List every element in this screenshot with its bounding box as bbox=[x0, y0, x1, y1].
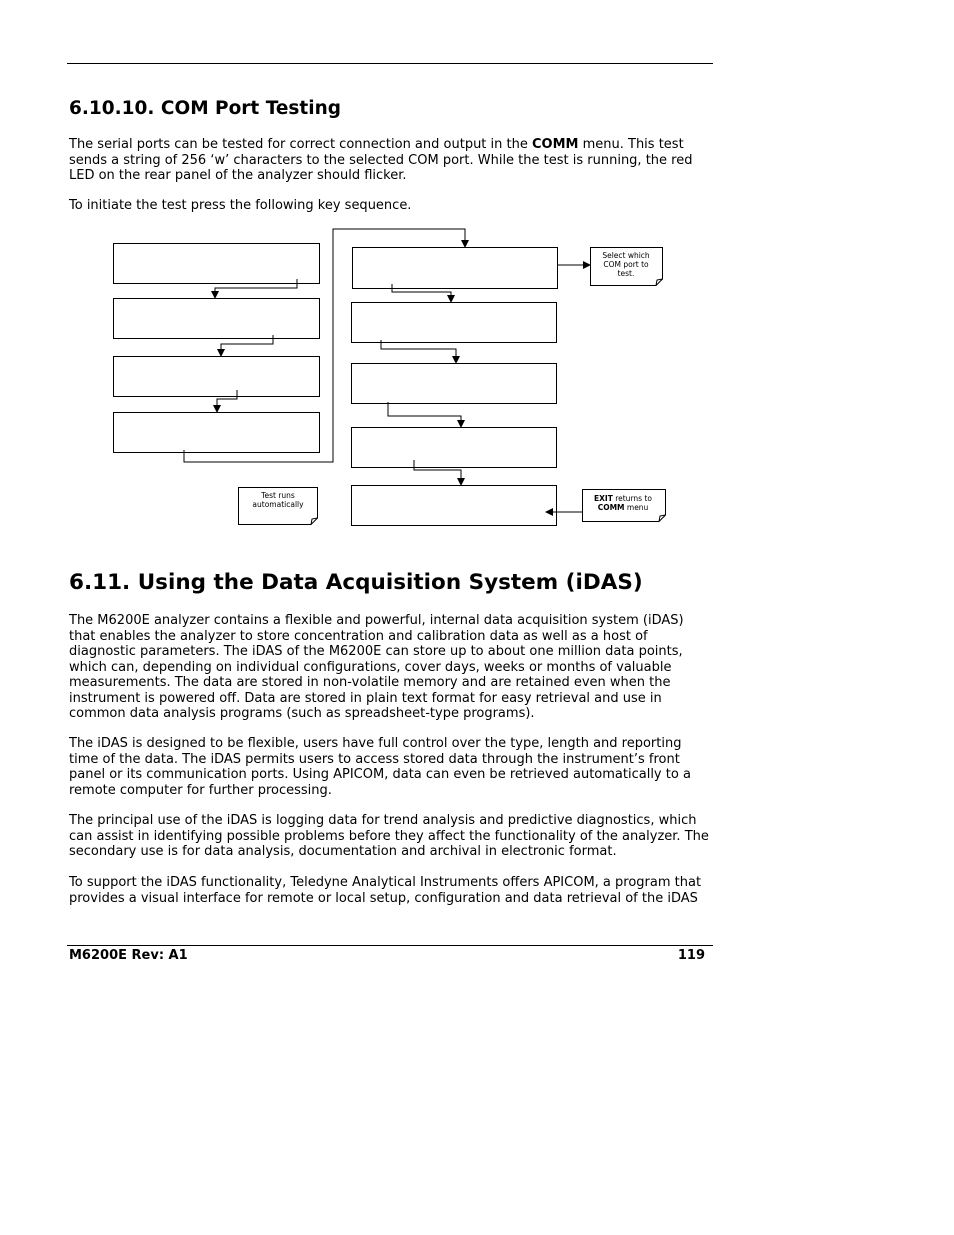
note-exit-line: EXIT returns to bbox=[594, 494, 652, 503]
screen-box bbox=[353, 248, 558, 289]
note-select-line: Select which bbox=[602, 251, 650, 260]
screen-box bbox=[352, 303, 557, 343]
connector-arrow bbox=[414, 460, 461, 485]
connector-arrow bbox=[388, 402, 461, 427]
screen-box bbox=[352, 364, 557, 404]
connector-arrow bbox=[381, 340, 456, 363]
footer-rule bbox=[67, 945, 713, 946]
note-exit-line: COMM menu bbox=[597, 503, 649, 512]
idas-paragraph-3: The principal use of the iDAS is logging data for trend analysis and predictive diagnostics, which can assist in identifying possible problems before they affect the functionality of the analyzer. The secondary use is for data analysis, documentation and archival in electronic format. bbox=[69, 813, 709, 859]
section-heading: 6.10.10. COM Port Testing bbox=[69, 98, 342, 119]
note-test-line: Test runs bbox=[261, 491, 295, 500]
idas-paragraph-4: To support the iDAS functionality, Teledyne Analytical Instruments offers APICOM, a program that provides a visual interface for remote or local setup, configuration and data retrieval of the iDAS bbox=[69, 875, 702, 906]
idas-paragraph-1: The M6200E analyzer contains a flexible and powerful, internal data acquisition system (iDAS) that enables the analyzer to store concentration and calibration data as well as a host of diagnostic parameters. The iDAS of the M6200E can store up to about one million data points, which can, depending on individual configurations, cover days, weeks or months of valuable measurements. The data are stored in non-volatile memory and are retained even when the instrument is powered off. Data are stored in plain text format for easy retrieval and use in common data analysis programs (such as spreadsheet-type programs). bbox=[69, 613, 684, 721]
page-number: 119 bbox=[677, 948, 705, 963]
connector-arrow bbox=[392, 284, 451, 302]
screen-box bbox=[114, 357, 320, 397]
footer-model-rev: M6200E Rev: A1 bbox=[69, 948, 188, 963]
key-sequence-diagram bbox=[0, 0, 954, 560]
screen-box bbox=[114, 299, 320, 339]
note-test-line: automatically bbox=[252, 500, 304, 509]
comm-keyword: COMM bbox=[532, 137, 579, 152]
idas-paragraph-2: The iDAS is designed to be flexible, users have full control over the type, length and reporting time of the data. The iDAS permits users to access stored data through the instrument’s front panel or its communication ports. Using APICOM, data can even be retrieved automatically to a remote computer for further processing. bbox=[69, 736, 691, 798]
connector-arrow bbox=[217, 390, 237, 412]
note-select-line: COM port to bbox=[603, 260, 649, 269]
screen-box bbox=[352, 486, 557, 526]
screen-box bbox=[114, 413, 320, 453]
connector-arrow bbox=[215, 279, 297, 298]
screen-box bbox=[352, 428, 557, 468]
section-paragraph-2: To initiate the test press the following key sequence. bbox=[69, 198, 412, 213]
idas-heading: 6.11. Using the Data Acquisition System (iDAS) bbox=[69, 570, 643, 595]
note-select-line: test. bbox=[617, 269, 635, 278]
section-paragraph-1: The serial ports can be tested for correct connection and output in the COMM menu. This test sends a string of 256 ‘w’ characters to the selected COM port. While the test is running, the red LED on the rear panel of the analyzer should flicker. bbox=[69, 137, 693, 183]
screen-box bbox=[114, 244, 320, 284]
